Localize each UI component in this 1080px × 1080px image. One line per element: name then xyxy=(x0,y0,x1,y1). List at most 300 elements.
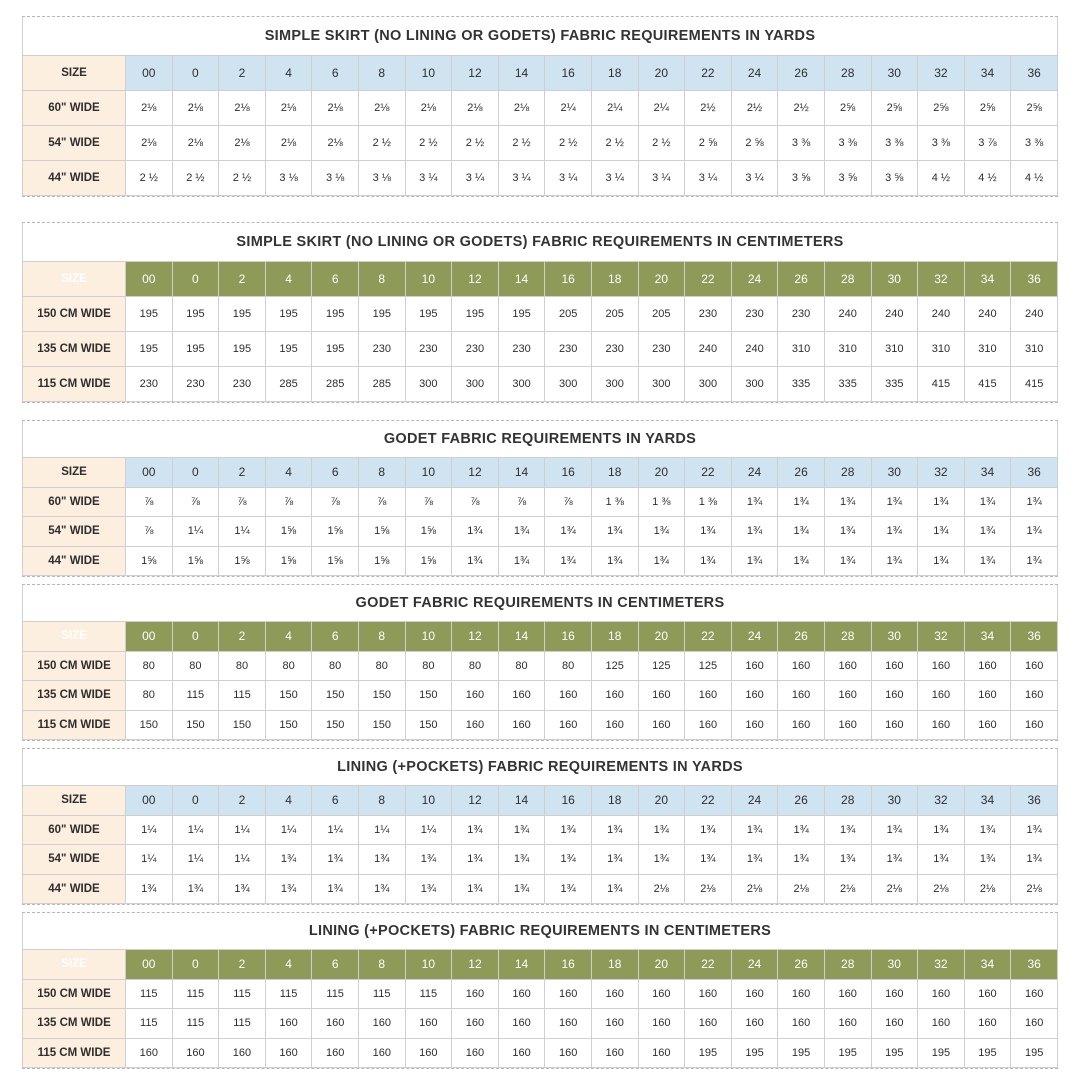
table-row xyxy=(23,161,1058,196)
yardage-cell: 1⅝ xyxy=(126,546,173,576)
yardage-cell: 2⅛ xyxy=(312,126,359,161)
yardage-cell: 1¾ xyxy=(498,874,545,904)
yardage-cell: 2⅛ xyxy=(685,874,732,904)
yardage-cell: 2⅛ xyxy=(918,874,965,904)
yardage-cell: 195 xyxy=(778,1038,825,1068)
yardage-cell: 80 xyxy=(126,681,173,711)
size-header-cell: 20 xyxy=(638,458,685,488)
yardage-cell: 2⅛ xyxy=(126,91,173,126)
table-row xyxy=(23,874,1058,904)
size-header-cell: 16 xyxy=(545,950,592,980)
yardage-cell: 1¾ xyxy=(312,845,359,875)
yardage-cell: 1 ⅜ xyxy=(638,487,685,517)
yardage-cell: 1¾ xyxy=(685,815,732,845)
yardage-cell: 1¼ xyxy=(172,815,219,845)
table-row xyxy=(23,651,1058,681)
yardage-cell: 160 xyxy=(918,979,965,1009)
yardage-cell: 160 xyxy=(265,1038,312,1068)
yardage-cell: 160 xyxy=(778,710,825,740)
yardage-cell: 160 xyxy=(498,710,545,740)
yardage-cell: 80 xyxy=(405,651,452,681)
yardage-cell: 1⅝ xyxy=(312,517,359,547)
yardage-cell: 3 ¼ xyxy=(731,161,778,196)
size-header-cell: 2 xyxy=(219,786,266,816)
yardage-cell: 4 ½ xyxy=(1011,161,1058,196)
yardage-cell: 3 ⅜ xyxy=(1011,126,1058,161)
yardage-cell: 80 xyxy=(126,651,173,681)
yardage-cell: 195 xyxy=(312,297,359,332)
yardage-cell: 160 xyxy=(591,1009,638,1039)
size-header-cell: 0 xyxy=(172,458,219,488)
yardage-cell: 2 ⅝ xyxy=(685,126,732,161)
yardage-cell: 2½ xyxy=(778,91,825,126)
yardage-cell: 3 ¼ xyxy=(638,161,685,196)
yardage-cell: 1¼ xyxy=(126,815,173,845)
size-header-cell: 32 xyxy=(918,622,965,652)
yardage-cell: 160 xyxy=(964,681,1011,711)
yardage-cell: 80 xyxy=(219,651,266,681)
size-header-cell: 28 xyxy=(824,622,871,652)
yardage-cell: 1⅝ xyxy=(265,517,312,547)
yardage-cell: 160 xyxy=(265,1009,312,1039)
size-header-cell: 12 xyxy=(452,950,499,980)
size-header-cell: 24 xyxy=(731,622,778,652)
size-header-cell: 26 xyxy=(778,458,825,488)
size-header-cell: 26 xyxy=(778,262,825,297)
fabric-width-label: 135 CM WIDE xyxy=(23,681,126,711)
yardage-cell: 2⅝ xyxy=(918,91,965,126)
yardage-cell: 160 xyxy=(918,681,965,711)
size-header-cell: 30 xyxy=(871,262,918,297)
yardage-cell: 1¾ xyxy=(545,546,592,576)
yardage-cell: 230 xyxy=(731,297,778,332)
size-header-cell: 14 xyxy=(498,786,545,816)
yardage-cell: 3 ⅜ xyxy=(918,126,965,161)
yardage-cell: 1¼ xyxy=(126,845,173,875)
yardage-cell: 415 xyxy=(1011,367,1058,402)
yardage-cell: 1¾ xyxy=(591,845,638,875)
yardage-cell: 1⅝ xyxy=(405,517,452,547)
yardage-cell: 160 xyxy=(405,1009,452,1039)
yardage-cell: 1⅝ xyxy=(358,517,405,547)
size-header-cell: 12 xyxy=(452,56,499,91)
size-header-cell: 20 xyxy=(638,786,685,816)
size-header-cell: 16 xyxy=(545,262,592,297)
yardage-cell: 160 xyxy=(638,979,685,1009)
yardage-cell: 3 ¼ xyxy=(591,161,638,196)
size-header-cell: 14 xyxy=(498,56,545,91)
size-header-cell: 2 xyxy=(219,458,266,488)
yardage-cell: 1¾ xyxy=(824,845,871,875)
fabric-width-label: 115 CM WIDE xyxy=(23,1038,126,1068)
yardage-cell: 160 xyxy=(964,1009,1011,1039)
size-header-cell: 28 xyxy=(824,950,871,980)
size-header-cell: 34 xyxy=(964,622,1011,652)
yardage-cell: 1¼ xyxy=(172,845,219,875)
yardage-cell: 1¾ xyxy=(964,546,1011,576)
size-header-cell: 22 xyxy=(685,950,732,980)
yardage-cell: 3 ⅝ xyxy=(871,161,918,196)
yardage-cell: 1¾ xyxy=(452,546,499,576)
size-header-cell: 10 xyxy=(405,786,452,816)
size-header-cell: 26 xyxy=(778,786,825,816)
yardage-cell: 2¼ xyxy=(545,91,592,126)
size-header-cell: 6 xyxy=(312,262,359,297)
yardage-cell: 1¾ xyxy=(498,546,545,576)
size-header-cell: 34 xyxy=(964,950,1011,980)
yardage-cell: 1¾ xyxy=(1011,546,1058,576)
yardage-cell: 160 xyxy=(1011,651,1058,681)
yardage-cell: 160 xyxy=(219,1038,266,1068)
yardage-cell: 3 ⅜ xyxy=(824,126,871,161)
yardage-cell: 160 xyxy=(778,1009,825,1039)
yardage-cell: 2½ xyxy=(685,91,732,126)
yardage-cell: 115 xyxy=(219,1009,266,1039)
yardage-cell: 1¾ xyxy=(685,517,732,547)
size-header-cell: 8 xyxy=(358,950,405,980)
yardage-cell: 160 xyxy=(591,979,638,1009)
size-header-label: SIZE xyxy=(23,262,126,297)
yardage-cell: 1¾ xyxy=(964,815,1011,845)
yardage-cell: 1¾ xyxy=(358,845,405,875)
size-header-cell: 36 xyxy=(1011,950,1058,980)
yardage-cell: 1¼ xyxy=(358,815,405,845)
size-header-cell: 8 xyxy=(358,56,405,91)
yardage-cell: 1¾ xyxy=(498,517,545,547)
yardage-cell: 115 xyxy=(172,979,219,1009)
yardage-cell: 160 xyxy=(498,681,545,711)
yardage-cell: ⅞ xyxy=(126,517,173,547)
size-header-cell: 12 xyxy=(452,458,499,488)
yardage-cell: 160 xyxy=(685,681,732,711)
size-header-cell: 36 xyxy=(1011,56,1058,91)
yardage-cell: 1¾ xyxy=(731,546,778,576)
table-row xyxy=(23,487,1058,517)
size-header-cell: 6 xyxy=(312,786,359,816)
fabric-table-section xyxy=(22,222,1058,403)
yardage-cell: 195 xyxy=(731,1038,778,1068)
yardage-cell: 335 xyxy=(824,367,871,402)
fabric-table-section xyxy=(22,748,1058,905)
yardage-cell: 160 xyxy=(545,1038,592,1068)
size-header-cell: 12 xyxy=(452,622,499,652)
fabric-width-label: 135 CM WIDE xyxy=(23,332,126,367)
size-header-cell: 18 xyxy=(591,950,638,980)
yardage-cell: 195 xyxy=(918,1038,965,1068)
size-header-cell: 6 xyxy=(312,950,359,980)
size-header-cell: 30 xyxy=(871,950,918,980)
yardage-cell: 150 xyxy=(219,710,266,740)
yardage-cell: 230 xyxy=(405,332,452,367)
requirements-table xyxy=(22,949,1058,1068)
size-header-cell: 00 xyxy=(126,622,173,652)
size-header-cell: 34 xyxy=(964,56,1011,91)
fabric-table-section xyxy=(22,912,1058,1069)
size-header-row xyxy=(23,458,1058,488)
yardage-cell: 1¾ xyxy=(452,845,499,875)
yardage-cell: ⅞ xyxy=(545,487,592,517)
yardage-cell: 160 xyxy=(638,681,685,711)
yardage-cell: 195 xyxy=(452,297,499,332)
yardage-cell: 2⅛ xyxy=(452,91,499,126)
yardage-cell: ⅞ xyxy=(219,487,266,517)
yardage-cell: 2⅛ xyxy=(871,874,918,904)
yardage-cell: 1¾ xyxy=(1011,815,1058,845)
table-row xyxy=(23,845,1058,875)
yardage-cell: 1¾ xyxy=(871,517,918,547)
table-row xyxy=(23,126,1058,161)
yardage-cell: 195 xyxy=(685,1038,732,1068)
size-header-cell: 4 xyxy=(265,56,312,91)
yardage-cell: 1¾ xyxy=(591,815,638,845)
yardage-cell: 160 xyxy=(824,651,871,681)
yardage-cell: 160 xyxy=(498,979,545,1009)
yardage-cell: 80 xyxy=(358,651,405,681)
yardage-cell: 160 xyxy=(545,979,592,1009)
yardage-cell: 1¼ xyxy=(265,815,312,845)
yardage-cell: 3 ⅛ xyxy=(312,161,359,196)
yardage-cell: 1⅝ xyxy=(312,546,359,576)
yardage-cell: 1¾ xyxy=(731,517,778,547)
yardage-cell: 160 xyxy=(545,681,592,711)
size-header-cell: 28 xyxy=(824,56,871,91)
fabric-width-label: 60" WIDE xyxy=(23,91,126,126)
yardage-cell: 1¾ xyxy=(498,815,545,845)
yardage-cell: 285 xyxy=(265,367,312,402)
size-header-cell: 26 xyxy=(778,950,825,980)
yardage-cell: 1¾ xyxy=(1011,845,1058,875)
yardage-cell: 1¾ xyxy=(405,874,452,904)
size-header-row xyxy=(23,56,1058,91)
size-header-cell: 00 xyxy=(126,262,173,297)
yardage-cell: 80 xyxy=(312,651,359,681)
section-title: GODET FABRIC REQUIREMENTS IN CENTIMETERS xyxy=(22,585,1058,621)
yardage-cell: 2⅛ xyxy=(498,91,545,126)
yardage-cell: 3 ⅜ xyxy=(778,126,825,161)
size-header-cell: 34 xyxy=(964,786,1011,816)
table-row xyxy=(23,710,1058,740)
yardage-cell: 2⅛ xyxy=(265,126,312,161)
yardage-cell: 160 xyxy=(452,681,499,711)
size-header-row xyxy=(23,950,1058,980)
yardage-cell: 1¼ xyxy=(219,845,266,875)
yardage-cell: 195 xyxy=(498,297,545,332)
yardage-cell: 1¾ xyxy=(498,845,545,875)
yardage-cell: 1¾ xyxy=(1011,517,1058,547)
yardage-cell: 160 xyxy=(1011,681,1058,711)
table-row xyxy=(23,91,1058,126)
yardage-cell: 2 ⅝ xyxy=(731,126,778,161)
yardage-cell: 240 xyxy=(685,332,732,367)
size-header-cell: 6 xyxy=(312,622,359,652)
yardage-cell: 2 ½ xyxy=(498,126,545,161)
yardage-cell: 300 xyxy=(452,367,499,402)
yardage-cell: 160 xyxy=(545,1009,592,1039)
yardage-cell: 80 xyxy=(498,651,545,681)
yardage-cell: 310 xyxy=(778,332,825,367)
yardage-cell: 195 xyxy=(219,297,266,332)
yardage-cell: 150 xyxy=(358,681,405,711)
yardage-cell: 160 xyxy=(638,1009,685,1039)
yardage-cell: 195 xyxy=(172,297,219,332)
fabric-table-section xyxy=(22,420,1058,577)
yardage-cell: 1¾ xyxy=(731,845,778,875)
yardage-cell: 2⅝ xyxy=(964,91,1011,126)
yardage-cell: 115 xyxy=(312,979,359,1009)
fabric-width-label: 115 CM WIDE xyxy=(23,710,126,740)
yardage-cell: 160 xyxy=(126,1038,173,1068)
yardage-cell: 310 xyxy=(918,332,965,367)
yardage-cell: 160 xyxy=(358,1009,405,1039)
yardage-cell: 115 xyxy=(172,681,219,711)
size-header-row xyxy=(23,262,1058,297)
yardage-cell: 300 xyxy=(731,367,778,402)
yardage-cell: 1¾ xyxy=(405,845,452,875)
yardage-cell: ⅞ xyxy=(452,487,499,517)
yardage-cell: 1¾ xyxy=(452,517,499,547)
yardage-cell: 3 ¼ xyxy=(545,161,592,196)
size-header-cell: 4 xyxy=(265,458,312,488)
yardage-cell: 1¾ xyxy=(918,517,965,547)
yardage-cell: 195 xyxy=(265,297,312,332)
yardage-cell: 160 xyxy=(452,710,499,740)
yardage-cell: 195 xyxy=(824,1038,871,1068)
yardage-cell: 160 xyxy=(638,1038,685,1068)
yardage-cell: 160 xyxy=(778,979,825,1009)
yardage-cell: ⅞ xyxy=(265,487,312,517)
yardage-cell: 240 xyxy=(918,297,965,332)
yardage-cell: 2 ½ xyxy=(358,126,405,161)
yardage-cell: ⅞ xyxy=(358,487,405,517)
yardage-cell: 160 xyxy=(824,1009,871,1039)
size-header-cell: 36 xyxy=(1011,458,1058,488)
yardage-cell: 2⅝ xyxy=(1011,91,1058,126)
yardage-cell: 240 xyxy=(824,297,871,332)
yardage-cell: 1¾ xyxy=(126,874,173,904)
size-header-cell: 10 xyxy=(405,458,452,488)
yardage-cell: 230 xyxy=(685,297,732,332)
yardage-cell: 160 xyxy=(312,1038,359,1068)
yardage-cell: 1¾ xyxy=(638,546,685,576)
yardage-cell: 160 xyxy=(312,1009,359,1039)
size-header-label: SIZE xyxy=(23,786,126,816)
yardage-cell: 415 xyxy=(918,367,965,402)
yardage-cell: 4 ½ xyxy=(918,161,965,196)
size-header-cell: 20 xyxy=(638,56,685,91)
yardage-cell: 2⅛ xyxy=(1011,874,1058,904)
size-header-cell: 8 xyxy=(358,458,405,488)
yardage-cell: 2 ½ xyxy=(172,161,219,196)
yardage-cell: 3 ⅜ xyxy=(871,126,918,161)
yardage-cell: 1¾ xyxy=(871,815,918,845)
yardage-cell: ⅞ xyxy=(172,487,219,517)
yardage-cell: 2⅛ xyxy=(358,91,405,126)
size-header-cell: 28 xyxy=(824,458,871,488)
yardage-cell: 115 xyxy=(219,979,266,1009)
yardage-cell: 125 xyxy=(638,651,685,681)
yardage-cell: 2⅛ xyxy=(405,91,452,126)
yardage-cell: 195 xyxy=(871,1038,918,1068)
size-header-cell: 24 xyxy=(731,786,778,816)
size-header-cell: 20 xyxy=(638,950,685,980)
yardage-cell: 1¾ xyxy=(778,487,825,517)
size-header-cell: 00 xyxy=(126,786,173,816)
size-header-cell: 00 xyxy=(126,458,173,488)
yardage-cell: 2⅝ xyxy=(871,91,918,126)
yardage-cell: 1¾ xyxy=(824,517,871,547)
yardage-cell: 1¾ xyxy=(591,874,638,904)
yardage-cell: 310 xyxy=(871,332,918,367)
size-header-cell: 32 xyxy=(918,950,965,980)
size-header-cell: 30 xyxy=(871,56,918,91)
yardage-cell: 1 ⅜ xyxy=(685,487,732,517)
yardage-cell: 1¾ xyxy=(638,845,685,875)
yardage-cell: 1⅝ xyxy=(219,546,266,576)
size-header-cell: 0 xyxy=(172,786,219,816)
fabric-width-label: 150 CM WIDE xyxy=(23,297,126,332)
table-row xyxy=(23,1009,1058,1039)
yardage-cell: 150 xyxy=(405,710,452,740)
yardage-cell: 1¾ xyxy=(778,517,825,547)
yardage-cell: 195 xyxy=(265,332,312,367)
size-header-cell: 22 xyxy=(685,458,732,488)
yardage-cell: 160 xyxy=(685,710,732,740)
size-header-cell: 32 xyxy=(918,786,965,816)
yardage-cell: 3 ⅛ xyxy=(265,161,312,196)
size-header-cell: 0 xyxy=(172,56,219,91)
yardage-cell: 160 xyxy=(452,1009,499,1039)
size-header-cell: 10 xyxy=(405,950,452,980)
fabric-table-section xyxy=(22,584,1058,741)
size-header-cell: 4 xyxy=(265,262,312,297)
yardage-cell: 160 xyxy=(731,651,778,681)
yardage-cell: 160 xyxy=(452,979,499,1009)
yardage-cell: 230 xyxy=(545,332,592,367)
yardage-cell: 3 ¼ xyxy=(452,161,499,196)
size-header-cell: 30 xyxy=(871,786,918,816)
yardage-cell: 160 xyxy=(591,1038,638,1068)
yardage-cell: 4 ½ xyxy=(964,161,1011,196)
yardage-cell: 160 xyxy=(778,681,825,711)
yardage-cell: 115 xyxy=(405,979,452,1009)
yardage-cell: 2⅛ xyxy=(778,874,825,904)
yardage-cell: 1¾ xyxy=(591,546,638,576)
yardage-cell: 1¾ xyxy=(685,546,732,576)
yardage-cell: 335 xyxy=(778,367,825,402)
yardage-cell: 310 xyxy=(1011,332,1058,367)
yardage-cell: 195 xyxy=(405,297,452,332)
size-header-row xyxy=(23,622,1058,652)
yardage-cell: 115 xyxy=(172,1009,219,1039)
size-header-cell: 30 xyxy=(871,622,918,652)
yardage-cell: 160 xyxy=(638,710,685,740)
size-header-cell: 6 xyxy=(312,56,359,91)
size-header-cell: 10 xyxy=(405,56,452,91)
size-header-cell: 14 xyxy=(498,458,545,488)
yardage-cell: 115 xyxy=(126,1009,173,1039)
fabric-table-section xyxy=(22,16,1058,197)
yardage-cell: 300 xyxy=(498,367,545,402)
yardage-cell: 240 xyxy=(1011,297,1058,332)
size-header-cell: 36 xyxy=(1011,262,1058,297)
yardage-cell: 160 xyxy=(731,681,778,711)
size-header-cell: 28 xyxy=(824,786,871,816)
size-header-cell: 18 xyxy=(591,458,638,488)
size-header-cell: 14 xyxy=(498,622,545,652)
yardage-cell: 1¾ xyxy=(918,845,965,875)
yardage-cell: 2⅛ xyxy=(312,91,359,126)
size-header-cell: 12 xyxy=(452,262,499,297)
